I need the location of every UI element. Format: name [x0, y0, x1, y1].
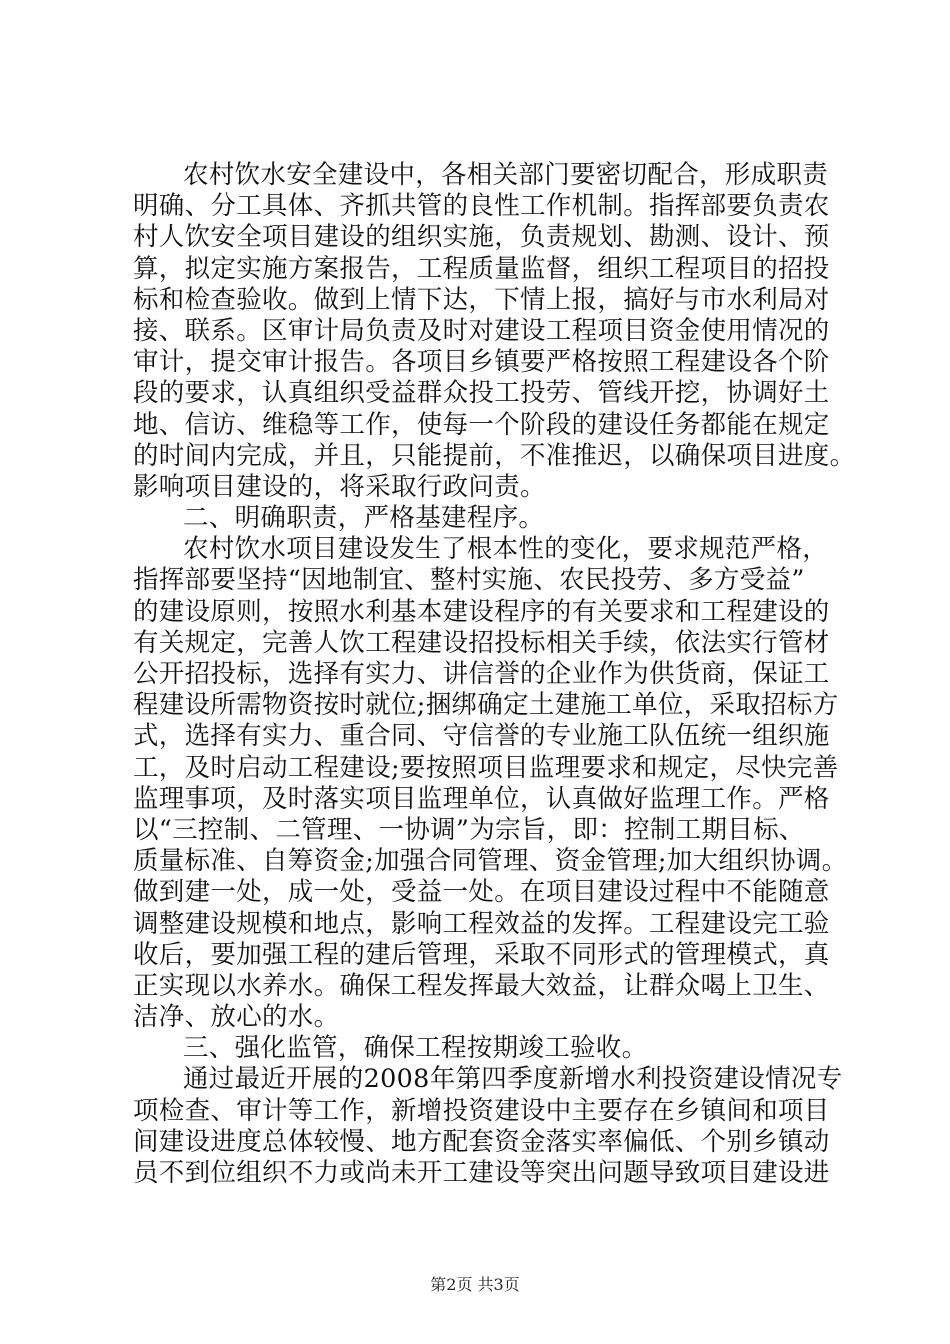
text-line: 地、信访、维稳等工作，使每一个阶段的建设任务都能在规定 [133, 409, 830, 440]
text-line: 质量标准、自筹资金;加强合同管理、资金管理;加大组织协调。 [133, 846, 848, 877]
text-line: 接、联系。区审计局负责及时对建设工程项目资金使用情况的 [133, 315, 830, 346]
page-footer: 第2页 共3页 [430, 1275, 520, 1294]
section-heading: 三、强化监管，确保工程按期竣工验收。 [183, 1033, 648, 1064]
text-line: 员不到位组织不力或尚未开工建设等突出问题导致项目建设进 [133, 1158, 830, 1188]
text-line: 做到建一处，成一处，受益一处。在项目建设过程中不能随意 [133, 877, 830, 908]
text-line: 洁净、放心的水。 [133, 1002, 340, 1033]
text-line: 监理事项，及时落实项目监理单位，认真做好监理工作。严格 [133, 783, 830, 814]
text-line: 指挥部要坚持“因地制宜、整村实施、农民投劳、多方受益” [133, 565, 805, 596]
text-line: 标和检查验收。做到上情下达，下情上报，搞好与市水利局对 [133, 284, 830, 315]
document-body [133, 160, 856, 1189]
text-line: 明确、分工具体、齐抓共管的良性工作机制。指挥部要负责农 [133, 191, 830, 222]
text-line: 影响项目建设的，将采取行政问责。 [133, 471, 546, 502]
text-line: 正实现以水养水。确保工程发挥最大效益，让群众喝上卫生、 [133, 970, 830, 1001]
text-line: 间建设进度总体较慢、地方配套资金落实率偏低、个别乡镇动 [133, 1126, 830, 1157]
text-line: 调整建设规模和地点，影响工程效益的发挥。工程建设完工验 [133, 908, 830, 939]
text-line: 式，选择有实力、重合同、守信誉的专业施工队伍统一组织施 [133, 721, 830, 752]
text-line: 项检查、审计等工作，新增投资建设中主要存在乡镇间和项目 [133, 1095, 830, 1126]
text-line: 工，及时启动工程建设;要按照项目监理要求和规定，尽快完善 [133, 752, 839, 783]
text-line: 的时间内完成，并且，只能提前，不准推迟，以确保项目进度。 [133, 440, 856, 471]
text-line: 农村饮水安全建设中，各相关部门要密切配合，形成职责 [183, 160, 829, 190]
text-line: 收后，要加强工程的建后管理，采取不同形式的管理模式，真 [133, 939, 830, 970]
text-line: 以“三控制、二管理、一协调”为宗旨，即：控制工期目标、 [133, 814, 805, 845]
text-line: 公开招投标，选择有实力、讲信誉的企业作为供货商，保证工 [133, 659, 830, 689]
text-line: 村人饮安全项目建设的组织实施，负责规划、勘测、设计、预 [133, 222, 830, 253]
text-line: 审计，提交审计报告。各项目乡镇要严格按照工程建设各个阶 [133, 347, 830, 378]
text-line: 通过最近开展的2008年第四季度新增水利投资建设情况专 [183, 1064, 843, 1095]
section-heading: 二、明确职责，严格基建程序。 [183, 503, 545, 534]
text-line: 农村饮水项目建设发生了根本性的变化，要求规范严格， [183, 534, 829, 565]
text-line: 的建设原则，按照水利基本建设程序的有关要求和工程建设的 [133, 596, 830, 627]
text-line: 段的要求，认真组织受益群众投工投劳、管线开挖，协调好土 [133, 378, 830, 409]
text-line: 算，拟定实施方案报告，工程质量监督，组织工程项目的招投 [133, 253, 830, 284]
text-line: 程建设所需物资按时就位;捆绑确定土建施工单位，采取招标方 [133, 690, 839, 721]
text-line: 有关规定，完善人饮工程建设招投标相关手续，依法实行管材 [133, 627, 830, 658]
